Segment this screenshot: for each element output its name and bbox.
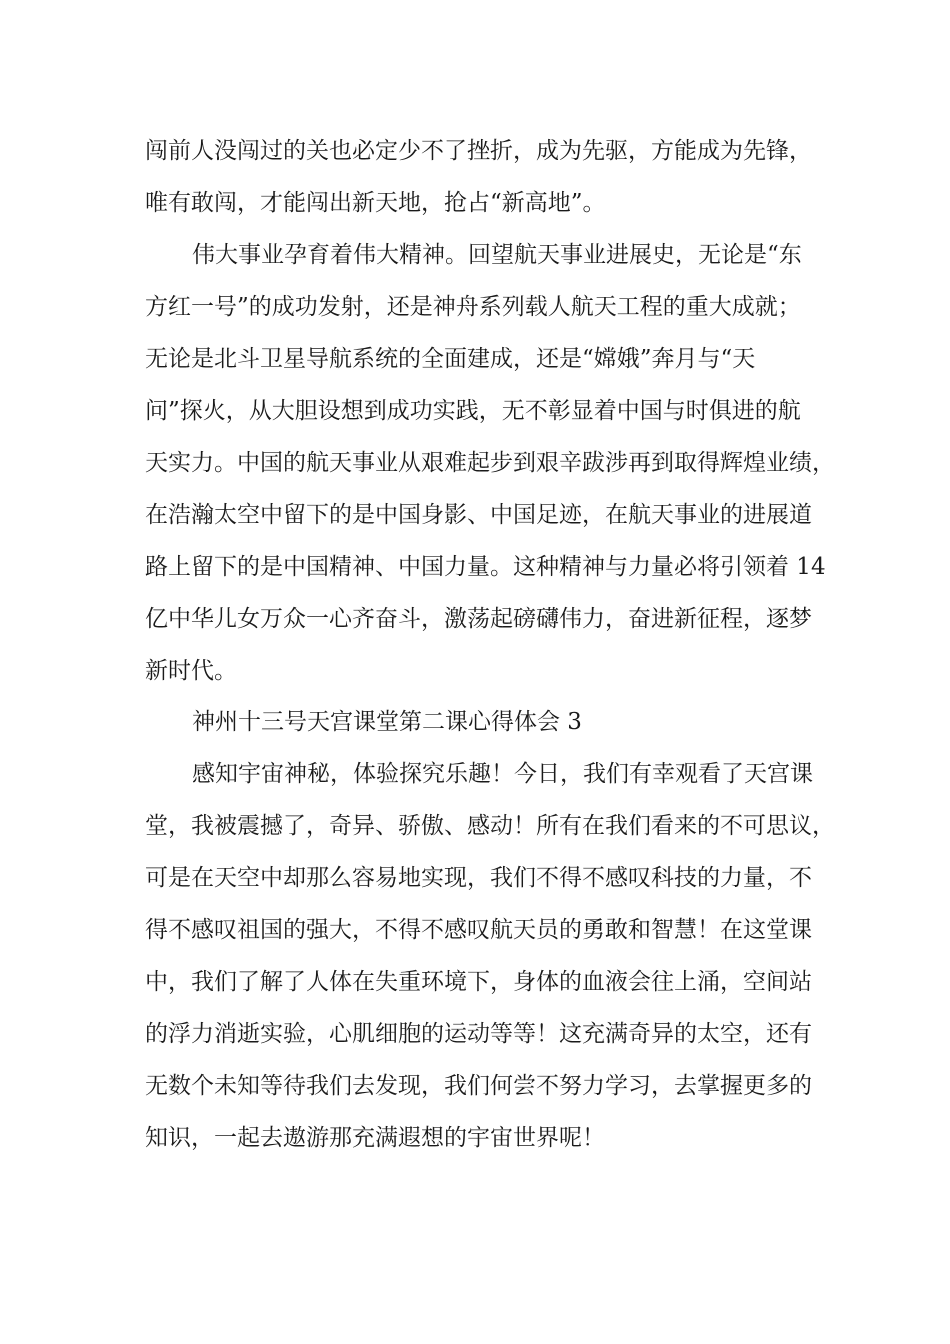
text-line: 无数个未知等待我们去发现，我们何尝不努力学习，去掌握更多的 bbox=[145, 1073, 812, 1099]
text-line: 中，我们了解了人体在失重环境下，身体的血液会往上涌，空间站 bbox=[145, 969, 812, 995]
text-line: 可是在天空中却那么容易地实现，我们不得不感叹科技的力量，不 bbox=[145, 865, 812, 891]
text-line: 唯有敢闯，才能闯出新天地，抢占“新高地”。 bbox=[145, 190, 606, 216]
text-line: 天实力。中国的航天事业从艰难起步到艰辛跋涉再到取得辉煌业绩， bbox=[145, 450, 835, 476]
text-line: 知识，一起去遨游那充满遐想的宇宙世界呢！ bbox=[145, 1125, 605, 1151]
paragraph-start-line: 伟大事业孕育着伟大精神。回望航天事业进展史，无论是“东 bbox=[192, 242, 802, 268]
text-line: 方红一号”的成功发射，还是神舟系列载人航天工程的重大成就； bbox=[145, 294, 801, 320]
text-line: 堂，我被震撼了，奇异、骄傲、感动！所有在我们看来的不可思议， bbox=[145, 813, 835, 839]
section-heading: 神州十三号天宫课堂第二课心得体会 3 bbox=[192, 709, 582, 735]
text-line: 问”探火，从大胆设想到成功实践，无不彰显着中国与时俱进的航 bbox=[145, 398, 801, 424]
text-line: 亿中华儿女万众一心齐奋斗，激荡起磅礴伟力，奋进新征程，逐梦 bbox=[145, 606, 812, 632]
text-line: 路上留下的是中国精神、中国力量。这种精神与力量必将引领着 14 bbox=[145, 554, 826, 580]
text-line: 新时代。 bbox=[145, 658, 237, 684]
text-line: 无论是北斗卫星导航系统的全面建成，还是“嫦娥”奔月与“天 bbox=[145, 346, 756, 372]
paragraph-start-line: 感知宇宙神秘，体验探究乐趣！今日，我们有幸观看了天宫课 bbox=[192, 761, 813, 787]
text-line: 的浮力消逝实验，心肌细胞的运动等等！这充满奇异的太空，还有 bbox=[145, 1021, 812, 1047]
text-line: 得不感叹祖国的强大，不得不感叹航天员的勇敢和智慧！在这堂课 bbox=[145, 917, 812, 943]
text-line: 在浩瀚太空中留下的是中国身影、中国足迹，在航天事业的进展道 bbox=[145, 502, 812, 528]
text-line: 闯前人没闯过的关也必定少不了挫折，成为先驱，方能成为先锋， bbox=[145, 138, 812, 164]
